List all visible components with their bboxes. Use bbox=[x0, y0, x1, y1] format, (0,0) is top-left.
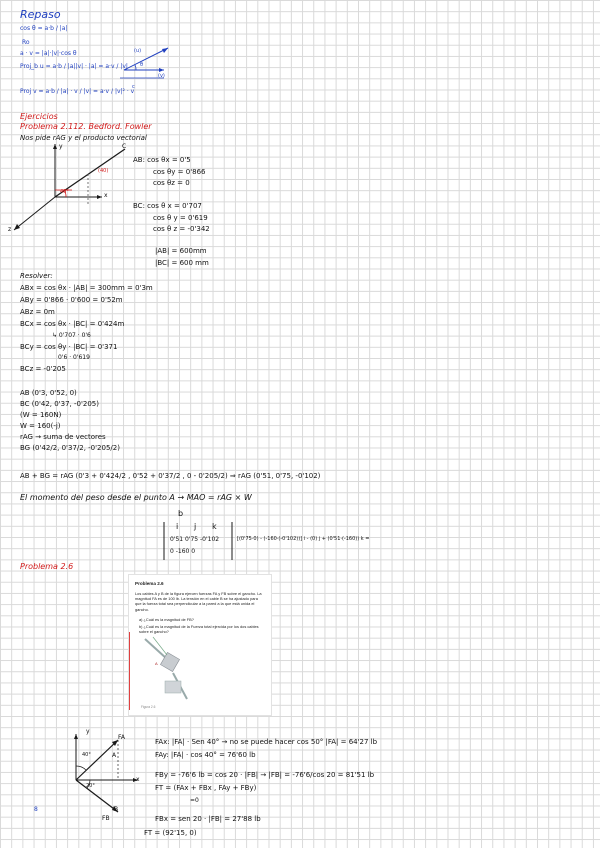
card-title: Problema 2.6 bbox=[135, 581, 164, 586]
moment-b-mark: b bbox=[178, 509, 184, 518]
card-cable-a bbox=[145, 639, 167, 659]
fig1-c-label: C bbox=[122, 143, 127, 150]
solution-ft-result: FT = (92'15, 0) bbox=[144, 829, 197, 837]
footer-mark: 8 bbox=[34, 806, 38, 813]
ab-cosine-y: cos θy = 0'866 bbox=[153, 168, 206, 176]
cross-product-expression: [(0'75·0) - (-160·(-0'102))] i - (0) j + (0'51·(-160)) k = bbox=[237, 536, 370, 542]
repaso-line-5: Proj v = a·b / |a| · v / |v| = a·v / |v|² · v bbox=[20, 88, 135, 95]
det-header-k: k bbox=[212, 522, 217, 531]
bc-cosine-y: cos θ y = 0'619 bbox=[153, 214, 208, 222]
axis-x-arrowhead bbox=[97, 195, 102, 199]
resolver-abx: ABx = cos θx · |AB| = 300mm = 0'3m bbox=[20, 284, 153, 292]
axis-z bbox=[14, 197, 55, 230]
fig2-b-label: B bbox=[114, 806, 119, 813]
vector-bg: BG (0'42/2, 0'37/2, -0'205/2) bbox=[20, 444, 120, 452]
fig2-y-label: y bbox=[86, 728, 90, 735]
solution-ft-zero: =0 bbox=[190, 797, 199, 804]
fig2-a-label: A bbox=[112, 752, 117, 759]
fig1-side-label: (40) bbox=[98, 168, 109, 174]
resolver-title: Resolver: bbox=[20, 272, 53, 280]
resolver-bcy-note: 0'6 · 0'619 bbox=[58, 354, 90, 361]
ab-cosine-x: AB: cos θx = 0'5 bbox=[133, 156, 191, 164]
magnitude-bc: |BC| = 600 mm bbox=[155, 259, 209, 267]
bc-cosine-x: BC: cos θ x = 0'707 bbox=[133, 202, 202, 210]
solution-fbx: FBx = sen 20 · |FB| = 27'88 lb bbox=[155, 815, 261, 823]
projection-c-label: c bbox=[132, 84, 135, 90]
projection-diagram bbox=[118, 40, 178, 90]
det-header-j: j bbox=[194, 522, 197, 531]
fig2-fa-label: FA bbox=[118, 734, 126, 741]
solution-fby: FBy = -76'6 lb = cos 20 · |FB| → |FB| = -76'6/cos 20 = 81'51 lb bbox=[155, 771, 375, 779]
weight-vector: W = 160(-j) bbox=[20, 422, 61, 430]
fig2-fb-label: FB bbox=[102, 815, 110, 822]
card-red-line bbox=[129, 632, 130, 710]
axis-y-arrowhead bbox=[53, 144, 57, 149]
fig1-y-label: y bbox=[59, 143, 63, 150]
card-question-a: a) ¿Cuál es la magnitud de FB? bbox=[139, 617, 194, 622]
det-row-1: 0'51 0'75 -0'102 bbox=[170, 536, 220, 543]
bc-cosine-z: cos θ z = -0'342 bbox=[153, 225, 210, 233]
repaso-line-1: cos θ = a·b / |a| bbox=[20, 25, 68, 32]
fb-vector bbox=[76, 780, 118, 812]
section-title-ejercicios: Ejercicios bbox=[20, 112, 58, 121]
solution-ft: FT = (FAx + FBx , FAy + FBy) bbox=[155, 784, 257, 792]
resolver-abz: ABz = 0m bbox=[20, 308, 55, 316]
fig1-x-label: x bbox=[104, 192, 108, 199]
ab-cosine-z: cos θz = 0 bbox=[153, 179, 190, 187]
vector-v-arrowhead bbox=[159, 68, 164, 72]
fig1-z-label: z bbox=[8, 226, 12, 233]
resolver-bcz: BCz = -0'205 bbox=[20, 365, 66, 373]
resolver-bcx: BCx = cos θx · |BC| = 0'424m bbox=[20, 320, 125, 328]
projection-u-label: (u) bbox=[134, 48, 142, 54]
fig2-angle-40: 40° bbox=[82, 752, 91, 758]
repaso-line-2: Ro bbox=[22, 39, 30, 46]
projection-theta-label: θ bbox=[140, 62, 144, 68]
resolver-bcx-note: ↳ 0'707 · 0'6 bbox=[52, 332, 91, 339]
fig2-angle-20: 20° bbox=[86, 783, 95, 789]
card-figure-label: A bbox=[155, 661, 158, 666]
fig1-angle-label: 40° bbox=[60, 189, 69, 195]
magnitude-ab: |AB| = 600mm bbox=[155, 247, 207, 255]
vector-u-line bbox=[124, 48, 168, 70]
fig2-x-label: x bbox=[136, 776, 140, 783]
section-title-repaso: Repaso bbox=[20, 8, 61, 21]
solution-fax: FAx: |FA| · Sen 40° → no se puede hacer cos 50° |FA| = 64'27 lb bbox=[155, 738, 378, 746]
det-header-i: i bbox=[176, 522, 179, 531]
fa-vector bbox=[76, 740, 118, 780]
card-text: Los cables A y B de la figura ejercen fuerzas FA y FB sobre el gancho. La magnitud FA es de 100 lb. La tensión en el cable B se ha ajustado para que la fuerza total sea perpendicular a la pared a la que está unida el gancho. bbox=[135, 591, 262, 612]
problem-title-2-112: Problema 2.112. Bedford. Fowler bbox=[20, 122, 152, 131]
repaso-line-3: a · v = |a|·|v|·cos θ bbox=[20, 50, 77, 57]
theta-arc bbox=[135, 65, 136, 70]
projection-v-label: (v) bbox=[158, 73, 165, 79]
axis-z-arrowhead bbox=[14, 224, 20, 230]
sum-rag-line: AB + BG = rAG (0'3 + 0'424/2 , 0'52 + 0'37/2 , 0 - 0'205/2) ⇒ rAG (0'51, 0'75, -0'102) bbox=[20, 472, 321, 480]
problem-statement-card bbox=[128, 574, 272, 716]
resolver-bcy: BCy = cos θy · |BC| = 0'371 bbox=[20, 343, 118, 351]
vector-bc: BC (0'42, 0'37, -0'205) bbox=[20, 400, 99, 408]
card-figure-caption: Figura 2.6 bbox=[141, 705, 156, 709]
angle-40-arc bbox=[76, 766, 86, 770]
fig2-axis-y-arrowhead bbox=[74, 734, 78, 739]
problem-title-2-6: Problema 2.6 bbox=[20, 562, 74, 571]
figure-3d-axes bbox=[10, 142, 128, 234]
card-bracket bbox=[165, 681, 181, 693]
vector-ab: AB (0'3, 0'52, 0) bbox=[20, 389, 77, 397]
solution-fay: FAy: |FA| · cos 40° = 76'60 lb bbox=[155, 751, 256, 759]
figure-force-diagram bbox=[66, 730, 148, 820]
vector-u-arrowhead bbox=[162, 48, 168, 53]
card-question-b: b) ¿Cuál es la magnitud de la Fuerza total ejercida por los dos cables sobre el gancho? bbox=[139, 624, 259, 634]
rag-note: rAG → suma de vectores bbox=[20, 433, 106, 441]
repaso-line-4: Proj_b u = a·b / |a||v| · |a| = a·v / |v| bbox=[20, 63, 128, 70]
card-hook-figure bbox=[143, 635, 197, 709]
det-row-2: 0 -160 0 bbox=[170, 548, 196, 555]
weight-note: (W = 160N) bbox=[20, 411, 62, 419]
problem-prompt: Nos pide rAG y el producto vectorial bbox=[20, 134, 147, 142]
moment-title: El momento del peso desde el punto A → MAO = rAG × W bbox=[20, 493, 252, 502]
resolver-aby: ABy = 0'866 · 0'600 = 0'52m bbox=[20, 296, 123, 304]
